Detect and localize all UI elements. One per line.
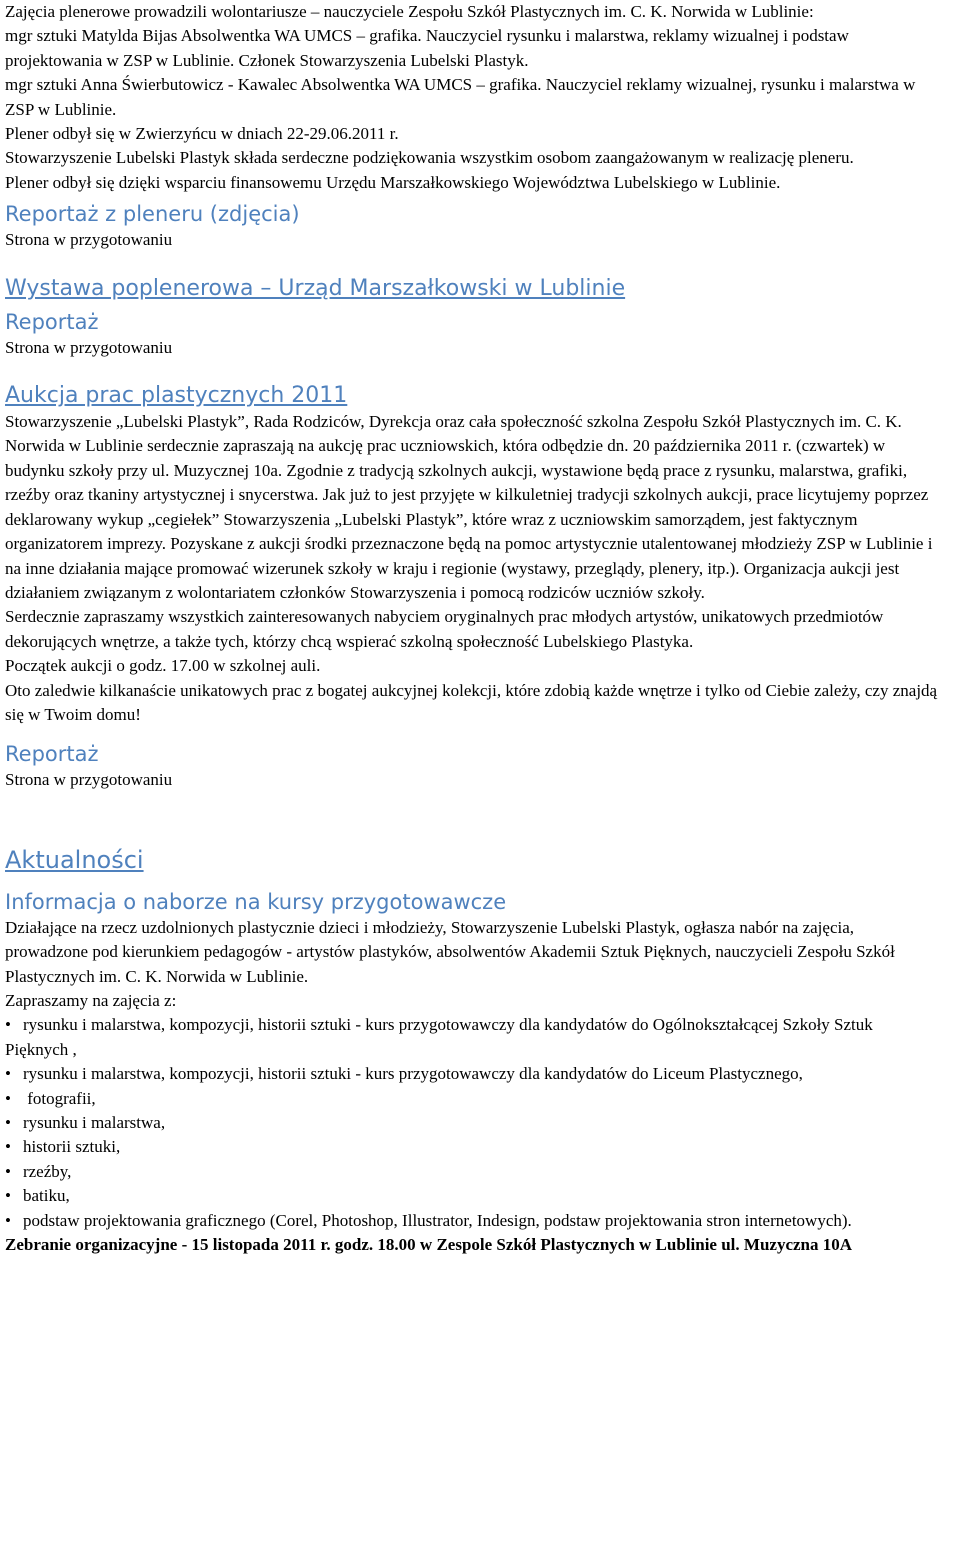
list-item: • rysunku i malarstwa, kompozycji, historii sztuki - kurs przygotowawczy dla kandydatów do Ogólnokształcącej Szkoły Sztuk Pięknych , (5, 1015, 873, 1059)
bullet-icon: • (5, 1210, 11, 1230)
aukcja-reportaz-heading: Reportaż (5, 742, 99, 767)
bullet-icon: • (5, 1113, 11, 1132)
nabor-paragraph: Zapraszamy na zajęcia z: (5, 990, 177, 1010)
bullet-icon: • (5, 1137, 11, 1157)
reportaz-pleneru-heading: Reportaż z pleneru (zdjęcia) (5, 202, 300, 227)
aukcja-paragraph: Początek aukcji o godz. 17.00 w szkolnej auli. (5, 656, 321, 676)
bullet-icon: • (5, 1186, 11, 1206)
intro-paragraph: mgr sztuki Anna Świerbutowicz - Kawalec Absolwentka WA UMCS – grafika. Nauczyciel reklamy wizualnej, rysunku i malarstwa w ZSP w Lublinie. (5, 75, 916, 119)
bullet-icon: • (5, 1088, 11, 1108)
bullet-icon: • (5, 1015, 11, 1035)
bullet-icon: • (5, 1161, 11, 1181)
list-item: • rysunku i malarstwa, kompozycji, historii sztuki - kurs przygotowawczy dla kandydatów do Liceum Plastycznego, (5, 1064, 803, 1084)
list-item: • podstaw projektowania graficznego (Corel, Photoshop, Illustrator, Indesign, podstaw projektowania stron internetowych). (5, 1210, 852, 1230)
aktualnosci-heading-link[interactable]: Aktualności (5, 845, 144, 874)
meeting-announcement: Zebranie organizacyjne - 15 listopada 2011 r. godz. 18.00 w Zespole Szkół Plastycznych w Lublinie ul. Muzyczna 10A (5, 1235, 853, 1255)
placeholder-text: Strona w przygotowaniu (5, 337, 173, 357)
intro-paragraph: Stowarzyszenie Lubelski Plastyk składa serdeczne podziękowania wszystkim osobom zaangażowanym w realizację pleneru. (5, 148, 854, 168)
list-item: • historii sztuki, (5, 1137, 121, 1157)
wystawa-heading-link[interactable]: Wystawa poplenerowa – Urząd Marszałkowski w Lublinie (5, 275, 626, 301)
placeholder-text: Strona w przygotowaniu (5, 230, 173, 250)
aukcja-heading-link[interactable]: Aukcja prac plastycznych 2011 (5, 383, 348, 409)
course-list (5, 1013, 940, 1233)
intro-paragraph: Plener odbył się dzięki wsparciu finansowemu Urzędu Marszałkowskiego Województwa Lubelskiego w Lublinie. (5, 172, 781, 192)
aukcja-paragraph: Serdecznie zapraszamy wszystkich zainteresowanych nabyciem oryginalnych prac młodych artystów, unikatowych przedmiotów dekorujących wnętrze, a także tych, którzy chcą wspierać szkolną społeczność Lubelskiego Plastyka. (5, 607, 884, 651)
wystawa-reportaz-heading: Reportaż (5, 309, 99, 334)
aukcja-paragraph: Oto zaledwie kilkanaście unikatowych prac z bogatej aukcyjnej kolekcji, które zdobią każde wnętrze i tylko od Ciebie zależy, czy znajdą się w Twoim domu! (5, 680, 938, 724)
list-item: • fotografii, (5, 1088, 96, 1108)
list-item: • rzeźby, (5, 1161, 72, 1181)
placeholder-text: Strona w przygotowaniu (5, 770, 173, 790)
intro-paragraph: mgr sztuki Matylda Bijas Absolwentka WA UMCS – grafika. Nauczyciel rysunku i malarstwa, reklamy wizualnej i podstaw projektowania w ZSP w Lublinie. Członek Stowarzyszenia Lubelski Plastyk. (5, 26, 849, 70)
nabor-heading: Informacja o naborze na kursy przygotowawcze (5, 889, 507, 914)
aukcja-paragraph: Stowarzyszenie „Lubelski Plastyk”, Rada Rodziców, Dyrekcja oraz cała społeczność szkolna Zespołu Szkół Plastycznych im. C. K. Norwida w Lublinie serdecznie zapraszają na aukcję prac uczniowskich, która odbędzie dn. 20 października 2011 r. (czwartek) w budynku szkoły przy ul. Muzycznej 10a. Zgodnie z tradycją szkolnych aukcji, wystawione będą prace z rysunku, malarstwa, grafiki, rzeźby oraz tkaniny artystycznej i snycerstwa. Jak już to jest przyjęte w kilkuletniej tradycji szkolnych aukcji, prace licytujemy poprzez deklarowany wykup „cegiełek” Stowarzyszenia „Lubelski Plastyk”, które wraz z uczniowskim samorządem, jest faktycznym organizatorem imprezy. Pozyskane z aukcji środki przeznaczone będą na pomoc artystycznie utalentowanej młodzieży ZSP w Lublinie i na inne działania mające promować wizerunek szkoły w kraju i regionie (wystawy, przeglądy, plenery, itp.). Organizacja aukcji jest działaniem związanym z wolontariatem członków Stowarzyszenia i pomocą rodziców uczniów szkoły. (5, 412, 933, 602)
list-item: • batiku, (5, 1186, 70, 1206)
list-item: • rysunku i malarstwa, (5, 1113, 166, 1132)
bullet-icon: • (5, 1064, 11, 1084)
intro-paragraph: Zajęcia plenerowe prowadzili wolontariusze – nauczyciele Zespołu Szkół Plastycznych im. C. K. Norwida w Lublinie: (5, 2, 814, 21)
intro-paragraph: Plener odbył się w Zwierzyńcu w dniach 22-29.06.2011 r. (5, 124, 399, 144)
nabor-paragraph: Działające na rzecz uzdolnionych plastycznie dzieci i młodzieży, Stowarzyszenie Lubelski Plastyk, ogłasza nabór na zajęcia, prowadzone pod kierunkiem pedagogów - artystów plastyków, absolwentów Akademii Sztuk Pięknych, nauczycieli Zespołu Szkół Plastycznych im. C. K. Norwida w Lublinie. (5, 917, 895, 986)
